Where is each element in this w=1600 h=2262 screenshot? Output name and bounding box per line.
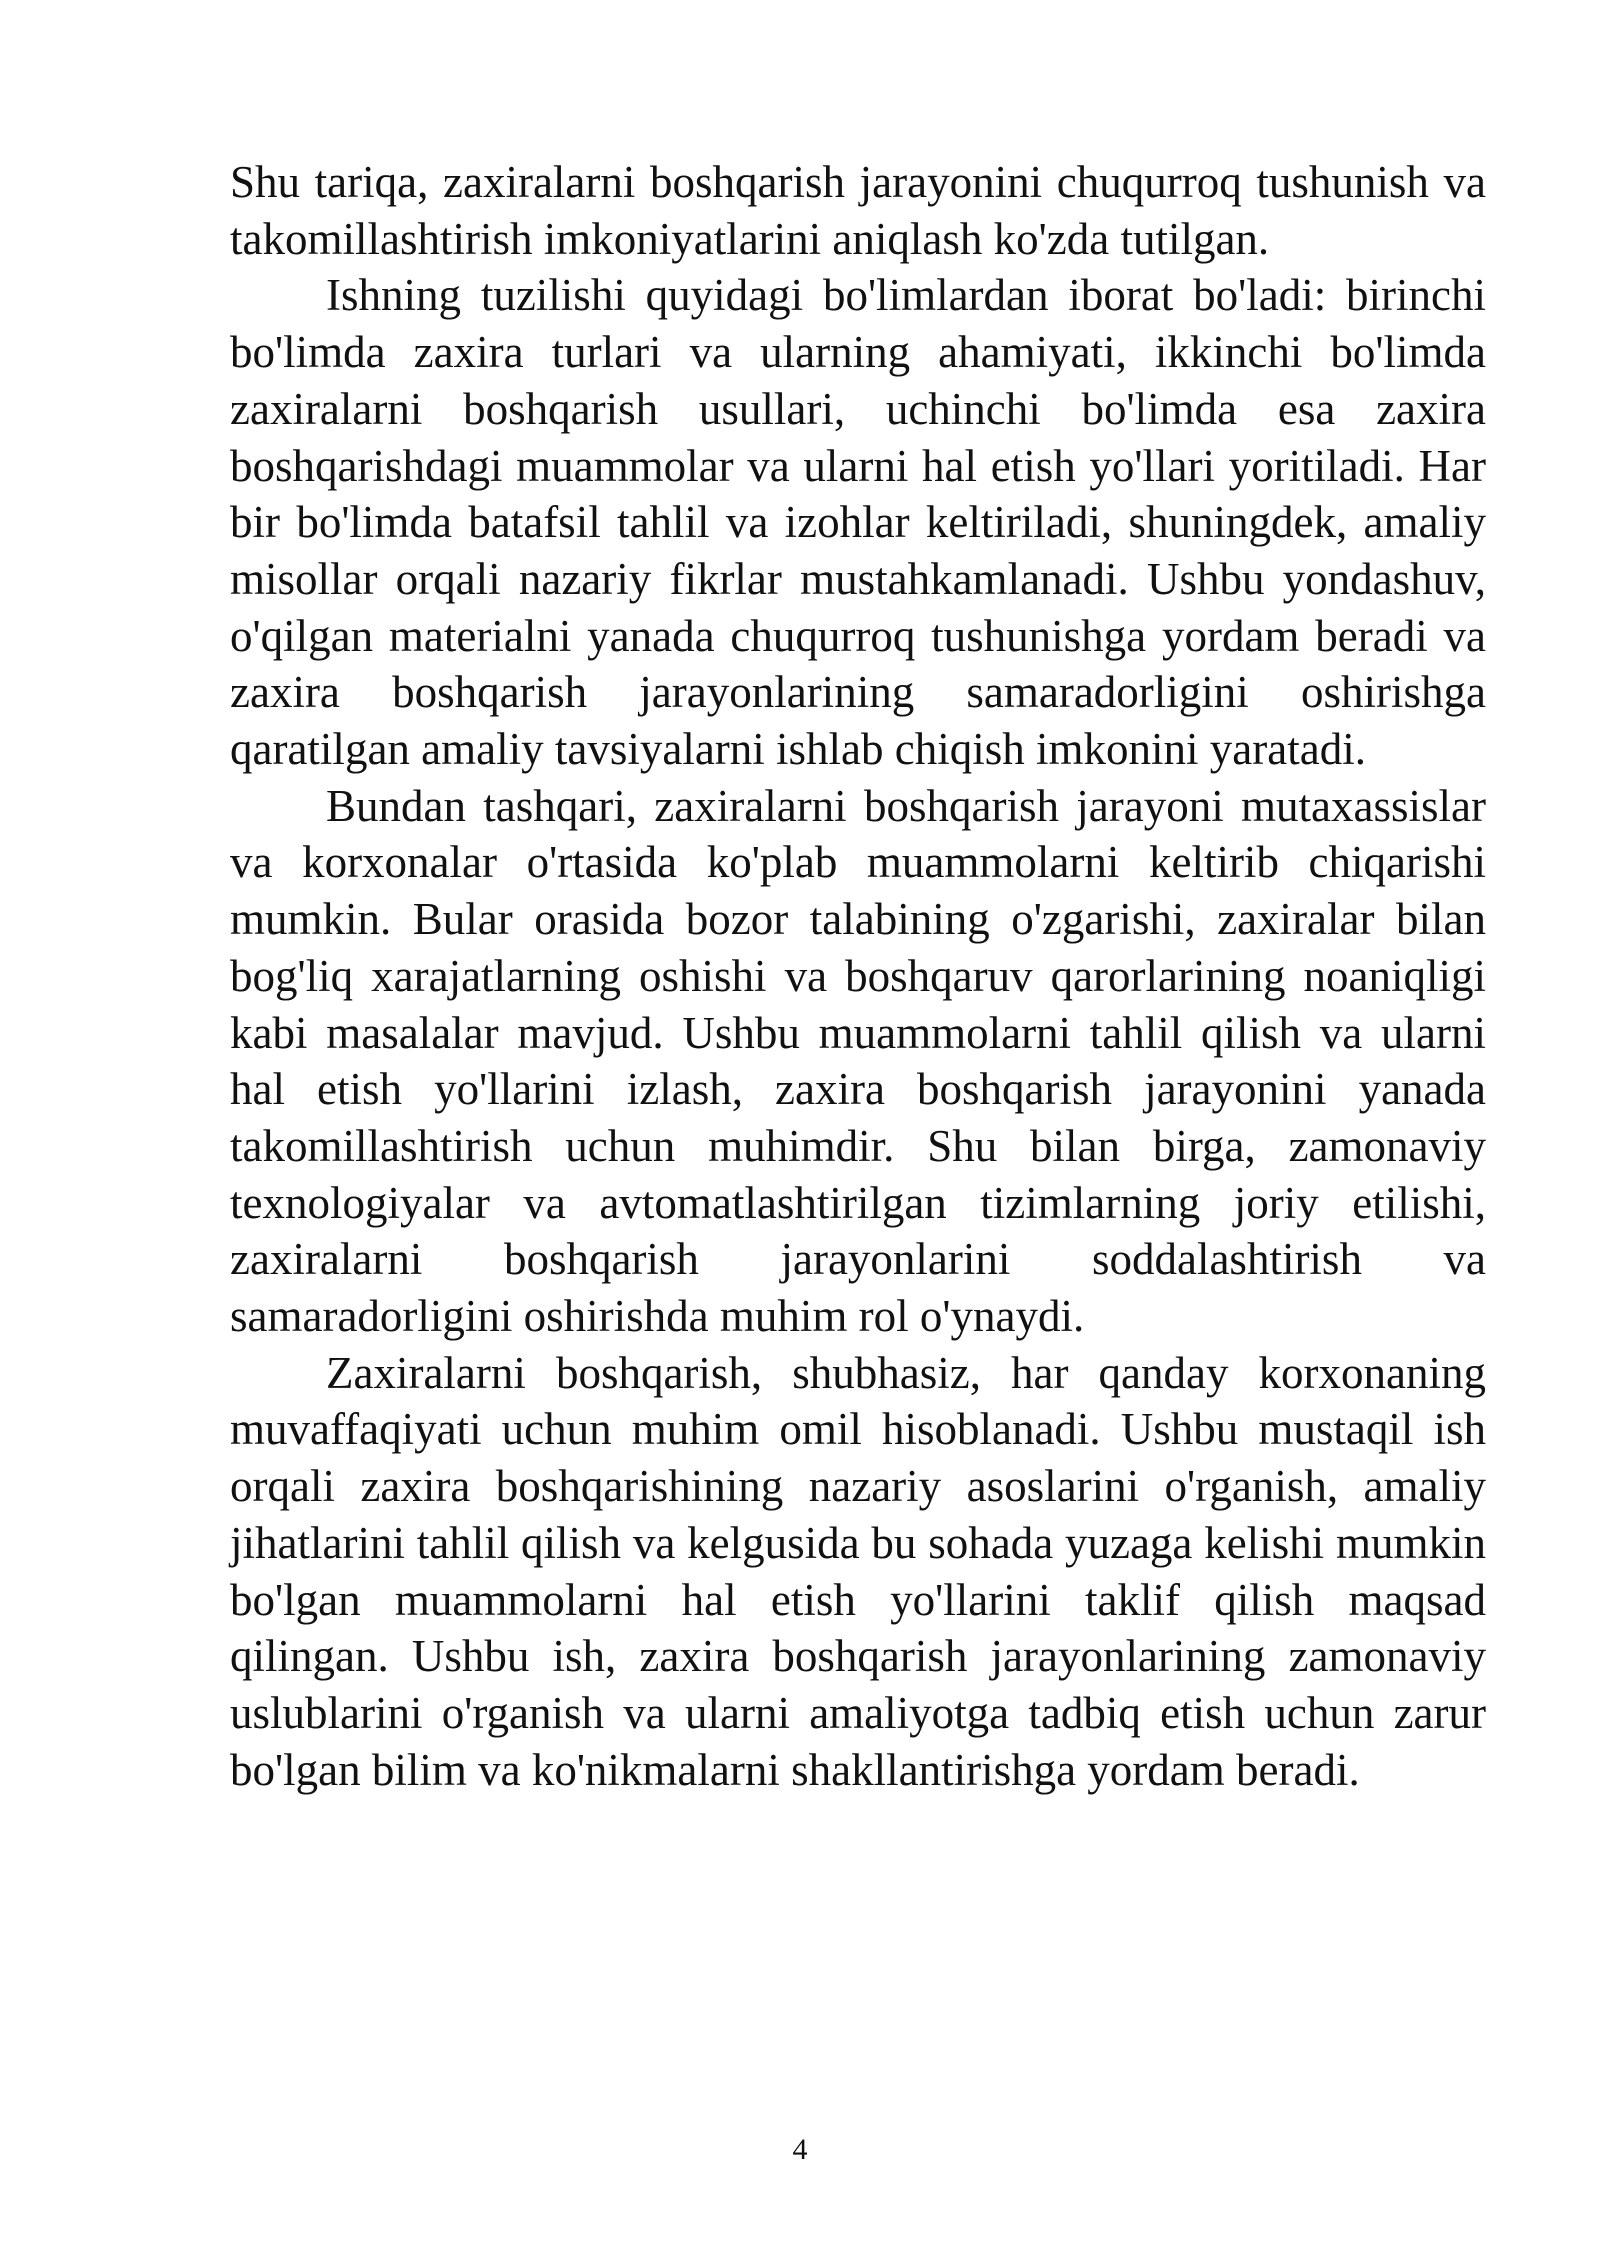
paragraph-3: Bundan tashqari, zaxiralarni boshqarish jarayoni mutaxassislar va korxonalar o'rtasida ko'plab muammolarni keltirib chiqarishi mumkin. Bular orasida bozor talabining o'zgarishi, zaxiralar bilan bog'liq xarajatlarning oshishi va boshqaruv qarorlarining noaniqligi kabi masalalar mavjud. Ushbu muammolarni tahlil qilish va ularni hal etish yo'llarini izlash, zaxira boshqarish jarayonini yanada takomillashtirish uchun muhimdir. Shu bilan birga, zamonaviy texnologiyalar va avtomatlashtirilgan tizimlarning joriy etilishi, zaxiralarni boshqarish jarayonlarini soddalashtirish va samaradorligini oshirishda muhim rol o'ynaydi. (230, 780, 1486, 1342)
paragraph-4: Zaxiralarni boshqarish, shubhasiz, har qanday korxonaning muvaffaqiyati uchun muhim omil hisoblanadi. Ushbu mustaqil ish orqali zaxira boshqarishining nazariy asoslarini o'rganish, amaliy jihatlarini tahlil qilish va kelgusida bu sohada yuzaga kelishi mumkin bo'lgan muammolarni hal etish yo'llarini taklif qilish maqsad qilingan. Ushbu ish, zaxira boshqarish jarayonlarining zamonaviy uslublarini o'rganish va ularni amaliyotga tadbiq etish uchun zarur bo'lgan bilim va ko'nikmalarni shakllantirishga yordam beradi. (230, 1347, 1486, 1795)
page-number: 4 (792, 2133, 808, 2166)
body-text (230, 154, 1486, 1798)
paragraph-2: Ishning tuzilishi quyidagi bo'limlardan iborat bo'ladi: birinchi bo'limda zaxira turlari va ularning ahamiyati, ikkinchi bo'limda zaxiralarni boshqarish usullari, uchinchi bo'limda esa zaxira boshqarishdagi muammolar va ularni hal etish yo'llari yoritiladi. Har bir bo'limda batafsil tahlil va izohlar keltiriladi, shuningdek, amaliy misollar orqali nazariy fikrlar mustahkamlanadi. Ushbu yondashuv, o'qilgan materialni yanada chuqurroq tushunishga yordam beradi va zaxira boshqarish jarayonlarining samaradorligini oshirishga qaratilgan amaliy tavsiyalarni ishlab chiqish imkonini yaratadi. (230, 270, 1486, 775)
paragraph-1: Shu tariqa, zaxiralarni boshqarish jarayonini chuqurroq tushunish va takomillashtirish imkoniyatlarini aniqlash ko'zda tutilgan. (230, 157, 1486, 264)
